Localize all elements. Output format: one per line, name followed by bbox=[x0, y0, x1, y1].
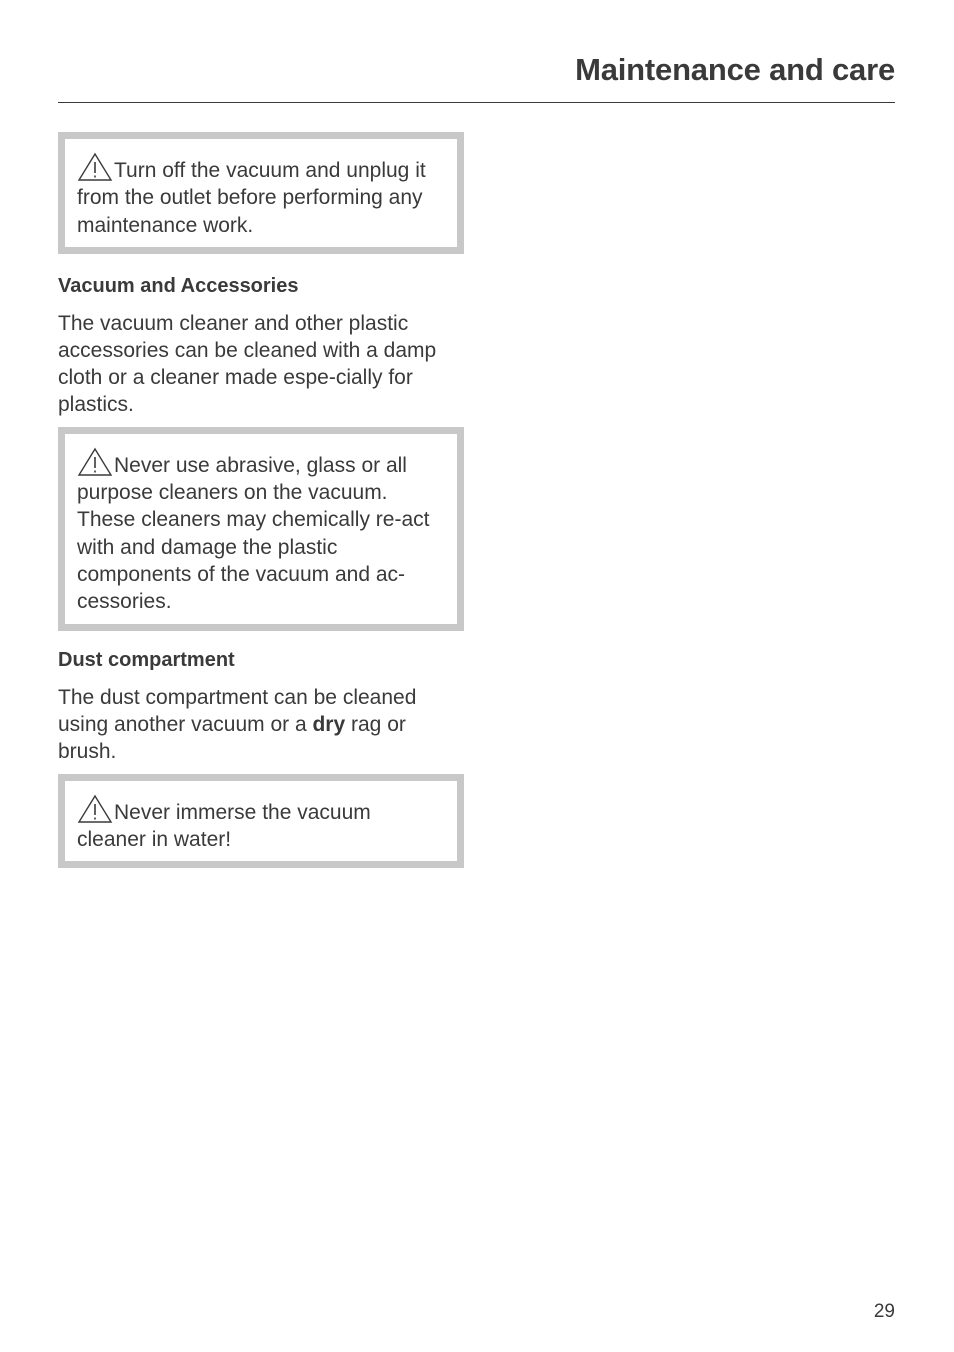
warning-text: Turn off the vacuum and unplug it from the outlet before performing any maintenance work. bbox=[77, 159, 426, 237]
warning-text: Never use abrasive, glass or all purpose cleaners on the vacuum. These cleaners may chemically re-act with and damage the plastic components of the vacuum and ac-cessories. bbox=[77, 453, 430, 614]
emphasis-dry: dry bbox=[312, 712, 346, 736]
content-column bbox=[58, 132, 464, 868]
warning-triangle-icon bbox=[77, 152, 113, 182]
warning-text: Never immerse the vacuum cleaner in water! bbox=[77, 800, 371, 851]
warning-box-immerse bbox=[58, 774, 464, 869]
page-header bbox=[58, 50, 895, 103]
section-heading-vacuum: Vacuum and Accessories bbox=[58, 274, 299, 297]
warning-box-cleaners bbox=[58, 427, 464, 631]
page-title: Maintenance and care bbox=[575, 52, 895, 87]
section-heading-dust: Dust compartment bbox=[58, 648, 235, 671]
body-text-part: The dust compartment can be cleaned using another vacuum or a bbox=[58, 685, 417, 736]
warning-box-unplug bbox=[58, 132, 464, 254]
section-body-vacuum: The vacuum cleaner and other plastic accessories can be cleaned with a damp cloth or a cleaner made espe-cially for plastics. bbox=[58, 311, 437, 416]
section-body-dust bbox=[58, 684, 464, 765]
warning-triangle-icon bbox=[77, 794, 113, 824]
body-text-part: rag or brush. bbox=[58, 712, 406, 763]
warning-triangle-icon bbox=[77, 447, 113, 477]
page-number: 29 bbox=[873, 1301, 895, 1322]
